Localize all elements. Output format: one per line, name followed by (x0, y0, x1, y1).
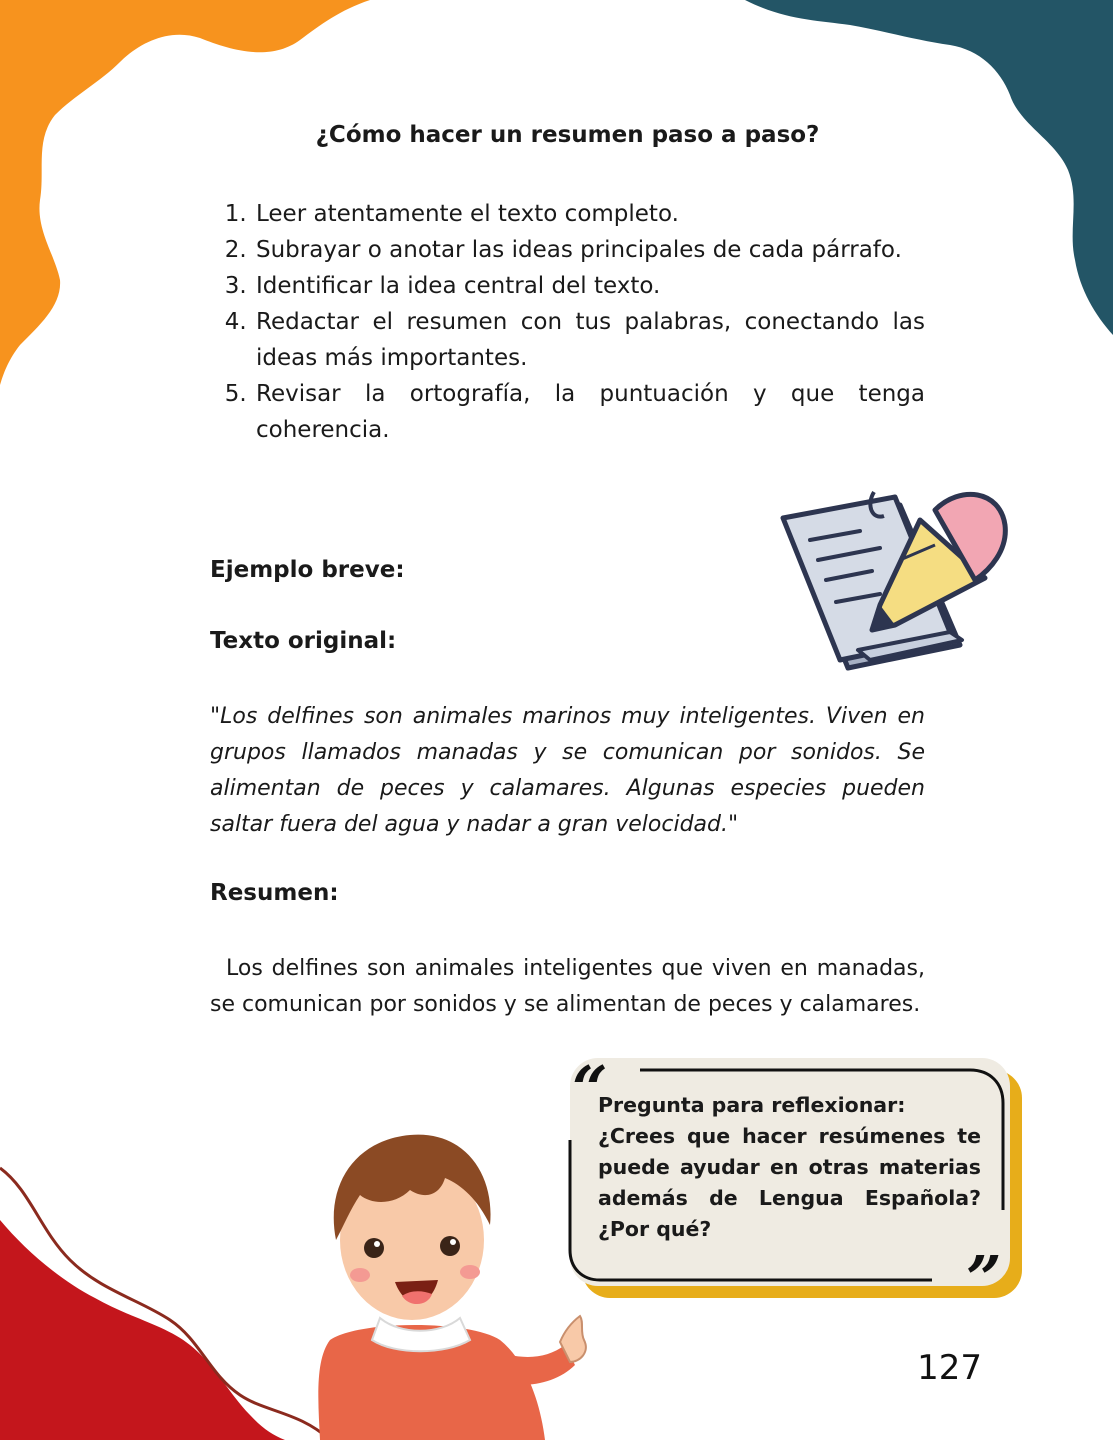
list-item: 5. Revisar la ortografía, la puntuación y que tenga coherencia. (254, 376, 925, 448)
original-text-heading: Texto original: (210, 628, 397, 654)
reflection-question: ¿Crees que hacer resúmenes te puede ayudar en otras materias además de Lengua Española? ¿Por qué? (598, 1124, 981, 1241)
reflection-text (598, 1090, 981, 1245)
original-text: "Los delfines son animales marinos muy inteligentes. Viven en grupos llamados manadas y se comunican por sonidos. Se alimentan de peces y calamares. Algunas especies pueden saltar fuera del agua y nadar a gran velocidad." (210, 704, 925, 837)
summary-text: Los delfines son animales inteligentes que viven en manadas, se comunican por sonidos y se alimentan de peces y calamares. (210, 956, 925, 1017)
list-item: 1. Leer atentamente el texto completo. (254, 196, 925, 232)
summary-heading: Resumen: (210, 880, 339, 906)
open-quote-icon: “ (572, 1052, 608, 1125)
list-item: 3. Identificar la idea central del texto. (254, 268, 925, 304)
close-quote-icon: ” (966, 1242, 1002, 1315)
page-title: ¿Cómo hacer un resumen paso a paso? (315, 122, 820, 148)
reflection-heading: Pregunta para reflexionar: (598, 1093, 906, 1117)
page-number: 127 (917, 1348, 982, 1388)
list-item: 2. Subrayar o anotar las ideas principales de cada párrafo. (254, 232, 925, 268)
example-heading: Ejemplo breve: (210, 557, 405, 583)
list-item: 4. Redactar el resumen con tus palabras, conectando las ideas más importantes. (254, 304, 925, 376)
